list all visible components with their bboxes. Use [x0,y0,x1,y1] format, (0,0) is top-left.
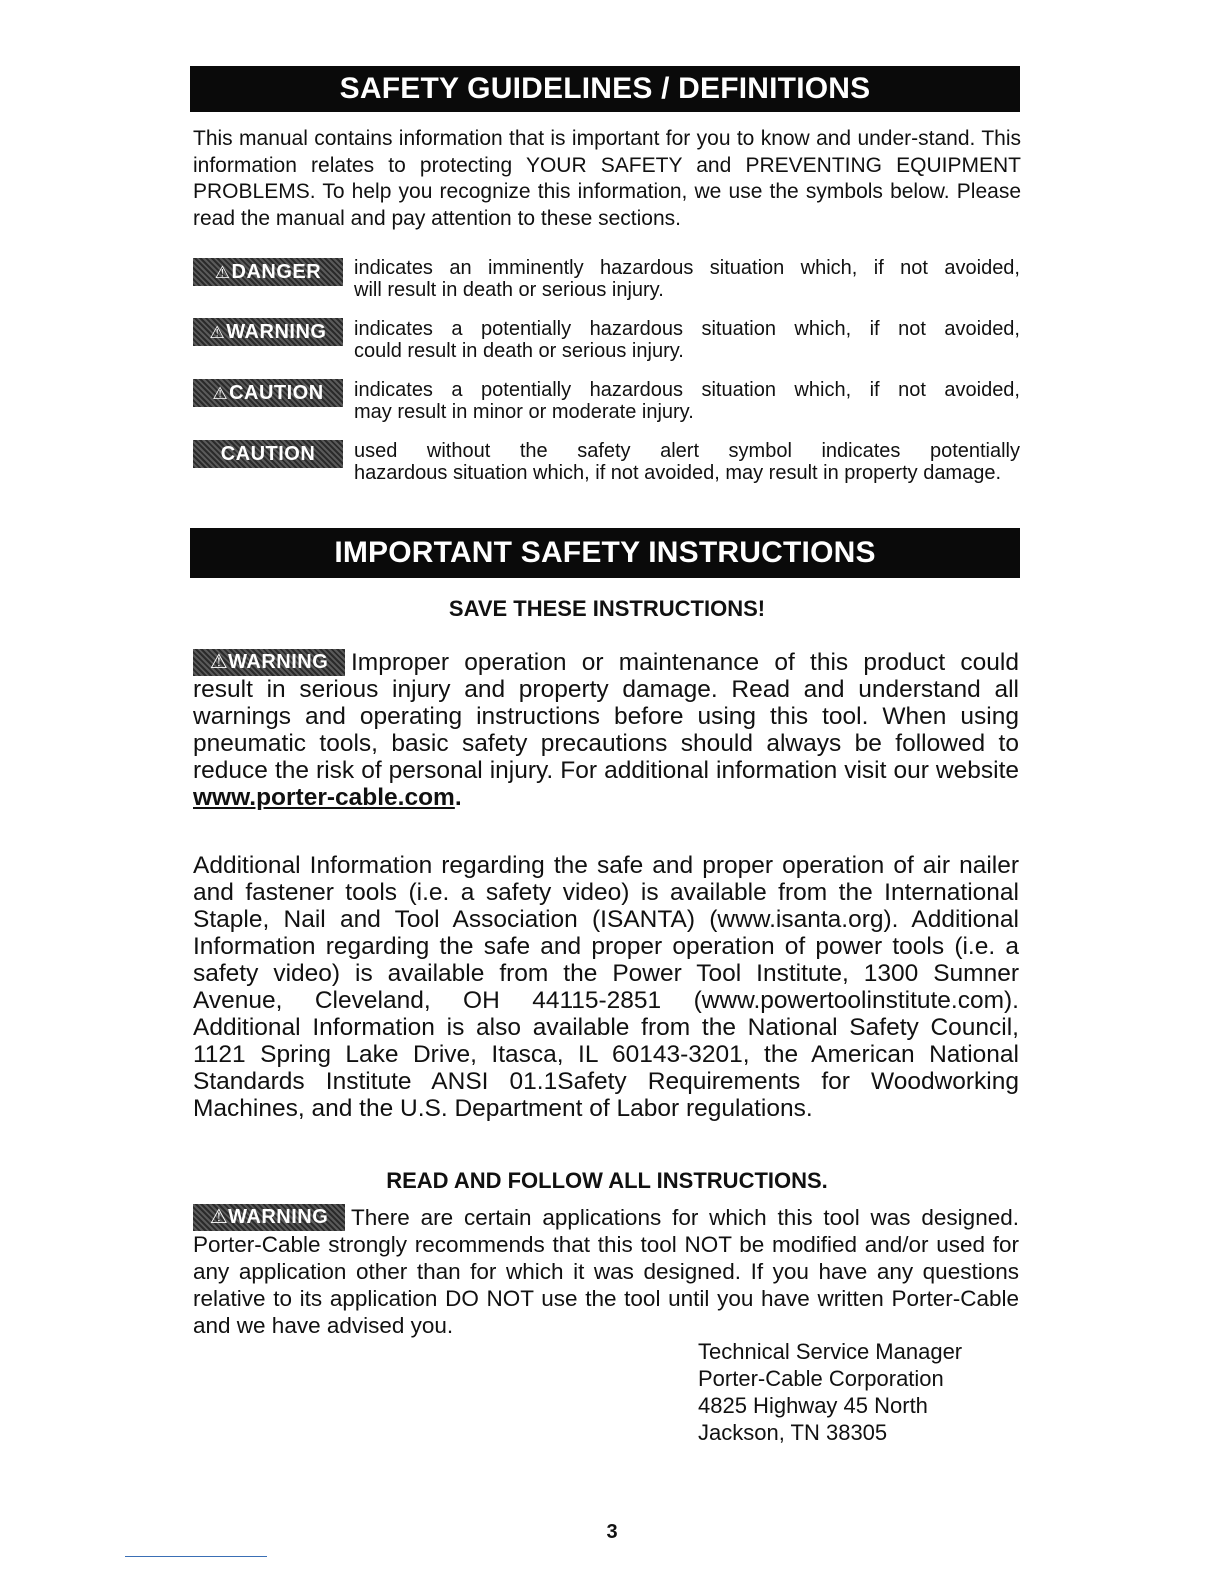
alert-triangle-icon: ⚠ [209,323,226,342]
important-safety-banner: IMPORTANT SAFETY INSTRUCTIONS [190,528,1020,578]
additional-information-paragraph: Additional Information regarding the safe and proper operation of air nailer and fastener tools (i.e. a safety video) is available from the International Staple, Nail and Tool Association (ISANTA) (www.isanta.org). Additional Information regarding the safe and proper operation of power tools (i.e. a safety video) is available from the Power Tool Institute, 1300 Sumner Avenue, Cleveland, OH 44115-2851 (www.powertoolinstitute.com). Additional Information is also available from the National Safety Council, 1121 Spring Lake Drive, Itasca, IL 60143-3201, the American National Standards Institute ANSI 01.1Safety Requirements for Woodworking Machines, and the U.S. Department of Labor regulations. [193,852,1019,1122]
address-line: 4825 Highway 45 North [698,1393,928,1418]
page-number: 3 [606,1521,618,1543]
contact-address-block [698,1338,962,1446]
read-follow-heading: READ AND FOLLOW ALL INSTRUCTIONS. [386,1168,828,1193]
alert-triangle-icon: ⚠ [214,263,231,282]
address-line: Porter-Cable Corporation [698,1366,944,1391]
alert-triangle-icon: ⚠ [209,651,229,673]
save-instructions-heading: SAVE THESE INSTRUCTIONS! [448,596,766,621]
warning-paragraph-1: ⚠WARNING Improper operation or maintenance of this product could result in serious injury and property damage. Read and understand all warnings and operating instructions before using this tool. When using pneumatic tools, basic safety precautions should always be followed to reduce the risk of personal injury. For additional information visit our website www.porter-cable.com. [193,649,1019,811]
safety-guidelines-banner: SAFETY GUIDELINES / DEFINITIONS [190,66,1020,112]
alert-triangle-icon: ⚠ [209,1206,229,1228]
caution-signal-word: CAUTION [193,440,343,468]
caution-alert-signal-word: ⚠CAUTION [193,379,343,407]
warning-paragraph-2: ⚠WARNING There are certain applications for which this tool was designed. Porter-Cable strongly recommends that this tool NOT be modified and/or used for any application other than for which it was designed. If you have any questions relative to its application DO NOT use the tool until you have written Porter-Cable and we have advised you. [193,1205,1019,1338]
warning-definition: indicates a potentially hazardous situation which, if not avoided, could result in death or serious injury. [354,318,1020,362]
caution-alert-definition: indicates a potentially hazardous situation which, if not avoided, may result in minor or moderate injury. [354,379,1020,423]
warning-signal-word: ⚠WARNING [193,318,343,346]
address-line: Technical Service Manager [698,1339,963,1364]
alert-triangle-icon: ⚠ [212,384,229,403]
porter-cable-website-link[interactable]: www.porter-cable.com [193,784,455,811]
address-line: Jackson, TN 38305 [698,1420,888,1445]
footer-rule [125,1556,267,1557]
danger-definition: indicates an imminently hazardous situation which, if not avoided, will result in death or serious injury. [354,257,1020,301]
warning-signal-word-inline: ⚠WARNING [193,1204,345,1231]
caution-definition: used without the safety alert symbol indicates potentially hazardous situation which, if not avoided, may result in property damage. [354,440,1020,484]
intro-paragraph: This manual contains information that is important for you to know and under-stand. This information relates to protecting YOUR SAFETY and PREVENTING EQUIPMENT PROBLEMS. To help you recognize this information, we use the symbols below. Please read the manual and pay attention to these sections. [193,127,1021,230]
warning-signal-word-inline: ⚠WARNING [193,649,345,676]
danger-signal-word: ⚠DANGER [193,258,343,286]
